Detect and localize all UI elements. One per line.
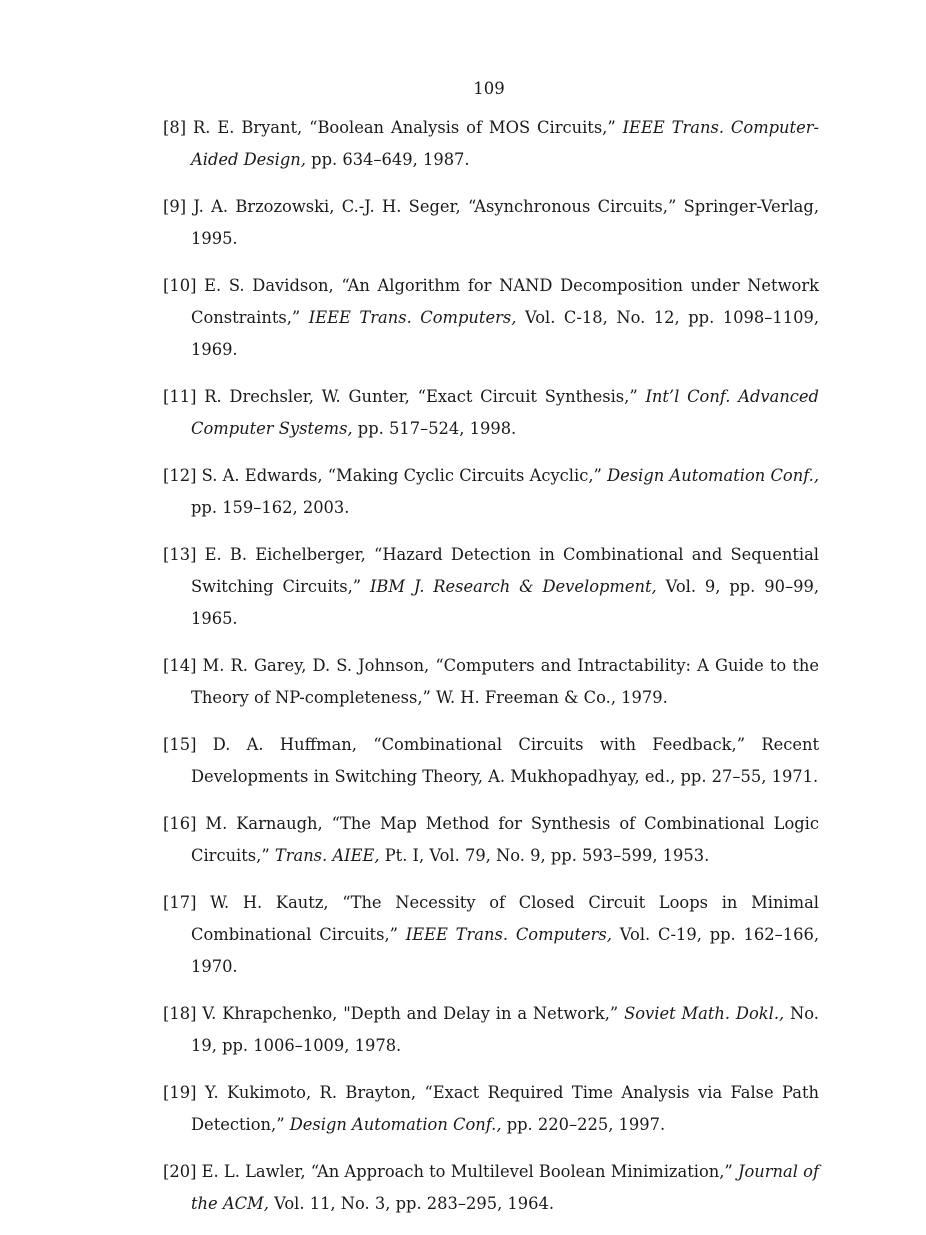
reference-venue: Journal of the ACM, bbox=[191, 1162, 819, 1213]
reference-text: M. Karnaugh, “The Map Method for Synthesis of Combinational Logic Circuits,” bbox=[191, 814, 819, 865]
reference-entry bbox=[163, 460, 819, 524]
reference-text: V. Khrapchenko, "Depth and Delay in a Network,” bbox=[196, 1004, 625, 1023]
reference-venue: Design Automation Conf., bbox=[289, 1115, 502, 1134]
reference-details: Pt. I, Vol. 79, No. 9, pp. 593–599, 1953. bbox=[379, 846, 710, 865]
reference-entry bbox=[163, 539, 819, 635]
reference-number: [19] bbox=[163, 1083, 197, 1102]
reference-venue: IEEE Trans. Computer-Aided Design, bbox=[191, 118, 819, 169]
reference-entry bbox=[163, 650, 819, 714]
reference-number: [9] bbox=[163, 197, 187, 216]
reference-entry bbox=[163, 270, 819, 366]
reference-text: E. B. Eichelberger, “Hazard Detection in Combinational and Sequential Switching Circuits,” bbox=[191, 545, 819, 596]
reference-number: [11] bbox=[163, 387, 197, 406]
reference-number: [12] bbox=[163, 466, 197, 485]
reference-text: Y. Kukimoto, R. Brayton, “Exact Required Time Analysis via False Path Detection,” bbox=[191, 1083, 819, 1134]
reference-details: Vol. 11, No. 3, pp. 283–295, 1964. bbox=[268, 1194, 555, 1213]
reference-number: [20] bbox=[163, 1162, 197, 1181]
reference-entry bbox=[163, 729, 819, 793]
reference-number: [10] bbox=[163, 276, 197, 295]
reference-venue: IEEE Trans. Computers, bbox=[308, 308, 517, 327]
reference-text: S. A. Edwards, “Making Cyclic Circuits Acyclic,” bbox=[196, 466, 608, 485]
page-number: 109 bbox=[473, 79, 505, 98]
reference-entry bbox=[163, 381, 819, 445]
reference-text: E. S. Davidson, “An Algorithm for NAND Decomposition under Network Constraints,” bbox=[191, 276, 819, 327]
reference-entry bbox=[163, 1077, 819, 1141]
reference-list bbox=[163, 112, 819, 1235]
reference-venue: IEEE Trans. Computers, bbox=[405, 925, 612, 944]
reference-venue: Soviet Math. Dokl., bbox=[624, 1004, 785, 1023]
reference-text: E. L. Lawler, “An Approach to Multilevel Boolean Minimization,” bbox=[196, 1162, 738, 1181]
reference-details: Vol. 9, pp. 90–99, 1965. bbox=[191, 577, 819, 628]
reference-details: pp. 517–524, 1998. bbox=[352, 419, 517, 438]
reference-number: [15] bbox=[163, 735, 197, 754]
reference-number: [14] bbox=[163, 656, 197, 675]
reference-entry bbox=[163, 191, 819, 255]
reference-number: [8] bbox=[163, 118, 187, 137]
reference-venue: Trans. AIEE, bbox=[274, 846, 380, 865]
reference-entry bbox=[163, 887, 819, 983]
reference-text: D. A. Huffman, “Combinational Circuits with Feedback,” Recent Developments in Switching Theory, A. Mukhopadhyay, ed., pp. 27–55, 1971. bbox=[191, 735, 819, 786]
reference-number: [13] bbox=[163, 545, 197, 564]
reference-number: [17] bbox=[163, 893, 197, 912]
reference-text: R. E. Bryant, “Boolean Analysis of MOS Circuits,” bbox=[186, 118, 623, 137]
reference-details: No. 19, pp. 1006–1009, 1978. bbox=[191, 1004, 819, 1055]
reference-venue: Int’l Conf. Advanced Computer Systems, bbox=[191, 387, 819, 438]
reference-text: M. R. Garey, D. S. Johnson, “Computers and Intractability: A Guide to the Theory of NP-completeness,” W. H. Freeman & Co., 1979. bbox=[191, 656, 819, 707]
reference-details: pp. 159–162, 2003. bbox=[191, 498, 350, 517]
reference-venue: IBM J. Research & Development, bbox=[369, 577, 657, 596]
reference-details: pp. 220–225, 1997. bbox=[501, 1115, 666, 1134]
reference-details: pp. 634–649, 1987. bbox=[305, 150, 470, 169]
reference-details: Vol. C-18, No. 12, pp. 1098–1109, 1969. bbox=[191, 308, 819, 359]
reference-venue: Design Automation Conf., bbox=[607, 466, 820, 485]
reference-entry bbox=[163, 808, 819, 872]
reference-text: J. A. Brzozowski, C.-J. H. Seger, “Asynchronous Circuits,” Springer-Verlag, 1995. bbox=[186, 197, 819, 248]
reference-entry bbox=[163, 112, 819, 176]
reference-number: [16] bbox=[163, 814, 197, 833]
reference-text: R. Drechsler, W. Gunter, “Exact Circuit Synthesis,” bbox=[196, 387, 646, 406]
reference-text: W. H. Kautz, “The Necessity of Closed Circuit Loops in Minimal Combinational Circuits,” bbox=[191, 893, 819, 944]
reference-entry bbox=[163, 998, 819, 1062]
reference-entry bbox=[163, 1156, 819, 1220]
reference-details: Vol. C-19, pp. 162–166, 1970. bbox=[191, 925, 819, 976]
reference-number: [18] bbox=[163, 1004, 197, 1023]
